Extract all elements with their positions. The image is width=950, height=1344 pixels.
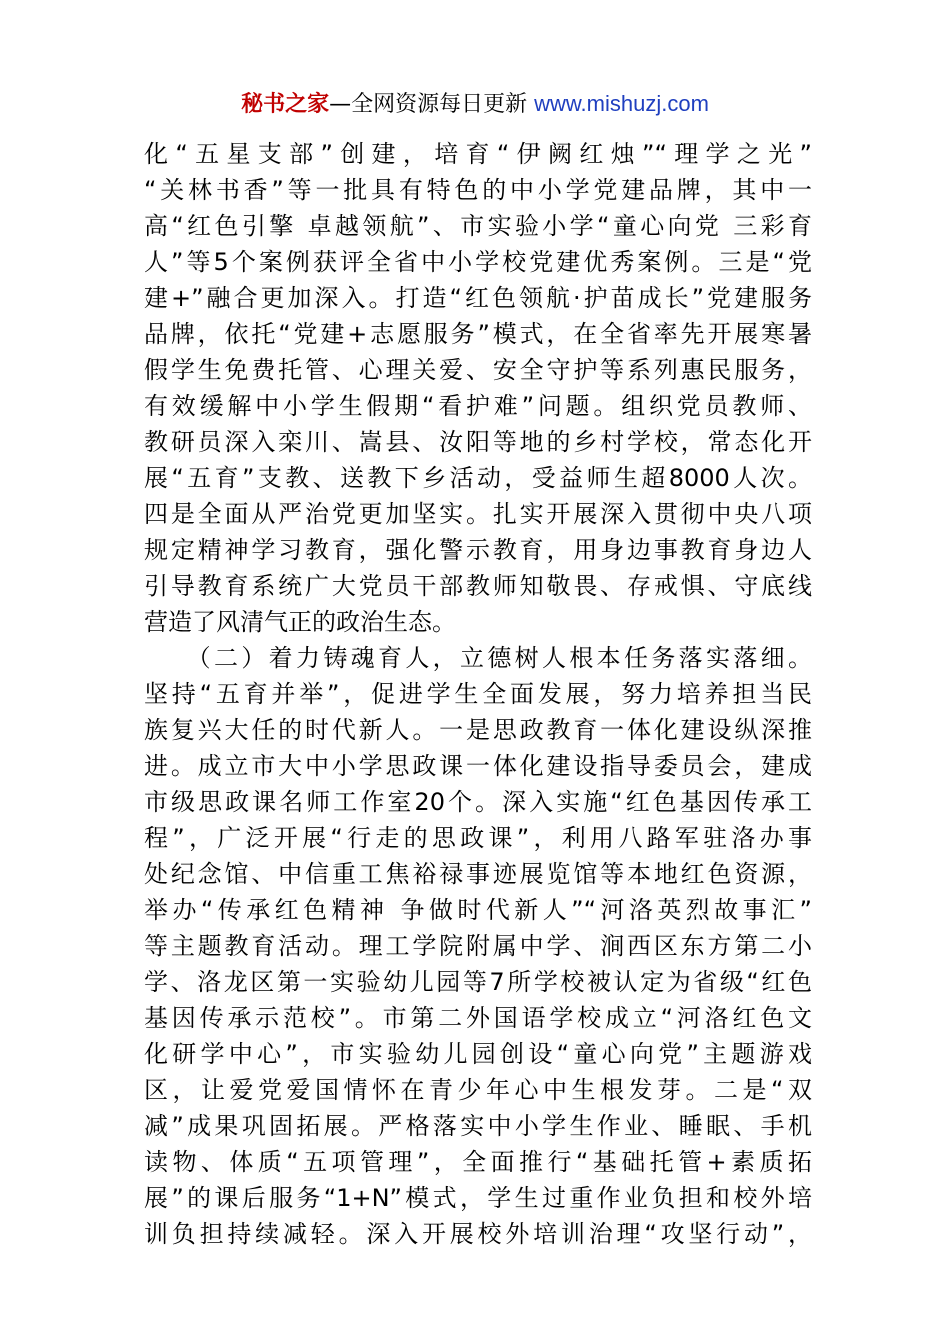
text-line: 读物、体质“五项管理”，全面推行“基础托管+素质拓 [144, 1148, 812, 1176]
text-line: “关林书香”等一批具有特色的中小学党建品牌，其中一 [144, 176, 812, 204]
text-line: 坚持“五育并举”，促进学生全面发展，努力培养担当民 [144, 680, 812, 708]
text-line: 教研员深入栾川、嵩县、汝阳等地的乡村学校，常态化开 [144, 428, 812, 456]
text-line: 引导教育系统广大党员干部教师知敬畏、存戒惧、守底线 [144, 572, 812, 600]
text-line: 化研学中心”，市实验幼儿园创设“童心向党”主题游戏 [144, 1040, 812, 1068]
text-line: 处纪念馆、中信重工焦裕禄事迹展览馆等本地红色资源， [144, 860, 812, 888]
text-line: 程”，广泛开展“行走的思政课”，利用八路军驻洛办事 [144, 824, 812, 852]
text-line: 有效缓解中小学生假期“看护难”问题。组织党员教师、 [144, 392, 812, 420]
text-line: 规定精神学习教育，强化警示教育，用身边事教育身边人 [144, 536, 812, 564]
text-line: 等主题教育活动。理工学院附属中学、涧西区东方第二小 [144, 932, 812, 960]
text-line: 营造了风清气正的政治生态。 [144, 608, 456, 636]
text-line: 建+”融合更加深入。打造“红色领航·护苗成长”党建服务 [144, 284, 812, 312]
text-line: 进。成立市大中小学思政课一体化建设指导委员会，建成 [144, 752, 812, 780]
text-line: 基因传承示范校”。市第二外国语学校成立“河洛红色文 [144, 1004, 812, 1032]
page-header [0, 88, 950, 121]
text-line: 展“五育”支教、送教下乡活动，受益师生超8000人次。 [144, 464, 812, 492]
text-line: 训负担持续减轻。深入开展校外培训治理“攻坚行动”， [144, 1220, 812, 1248]
text-line: 展”的课后服务“1+N”模式，学生过重作业负担和校外培 [144, 1184, 812, 1212]
text-line: 学、洛龙区第一实验幼儿园等7所学校被认定为省级“红色 [144, 968, 812, 996]
text-line: 减”成果巩固拓展。严格落实中小学生作业、睡眠、手机 [144, 1112, 812, 1140]
text-line: 区，让爱党爱国情怀在青少年心中生根发芽。二是“双 [144, 1076, 812, 1104]
text-line: （二）着力铸魂育人，立德树人根本任务落实落细。 [144, 644, 812, 672]
header-slogan: —全网资源每日更新 [329, 92, 535, 117]
text-line: 市级思政课名师工作室20个。深入实施“红色基因传承工 [144, 788, 812, 816]
text-line: 人”等5个案例获评全省中小学校党建优秀案例。三是“党 [144, 248, 812, 276]
text-line: 四是全面从严治党更加坚实。扎实开展深入贯彻中央八项 [144, 500, 812, 528]
text-line: 举办“传承红色精神 争做时代新人”“河洛英烈故事汇” [144, 896, 812, 924]
text-line: 假学生免费托管、心理关爱、安全守护等系列惠民服务， [144, 356, 812, 384]
brand-name: 秘书之家 [241, 92, 330, 117]
text-line: 族复兴大任的时代新人。一是思政教育一体化建设纵深推 [144, 716, 812, 744]
text-line: 高“红色引擎 卓越领航”、市实验小学“童心向党 三彩育 [144, 212, 812, 240]
body-text [144, 136, 812, 1252]
text-line: 化“五星支部”创建，培育“伊阙红烛”“理学之光” [144, 140, 812, 168]
site-url-link[interactable]: www.mishuzj.com [534, 91, 709, 116]
text-line: 品牌，依托“党建+志愿服务”模式，在全省率先开展寒暑 [144, 320, 812, 348]
